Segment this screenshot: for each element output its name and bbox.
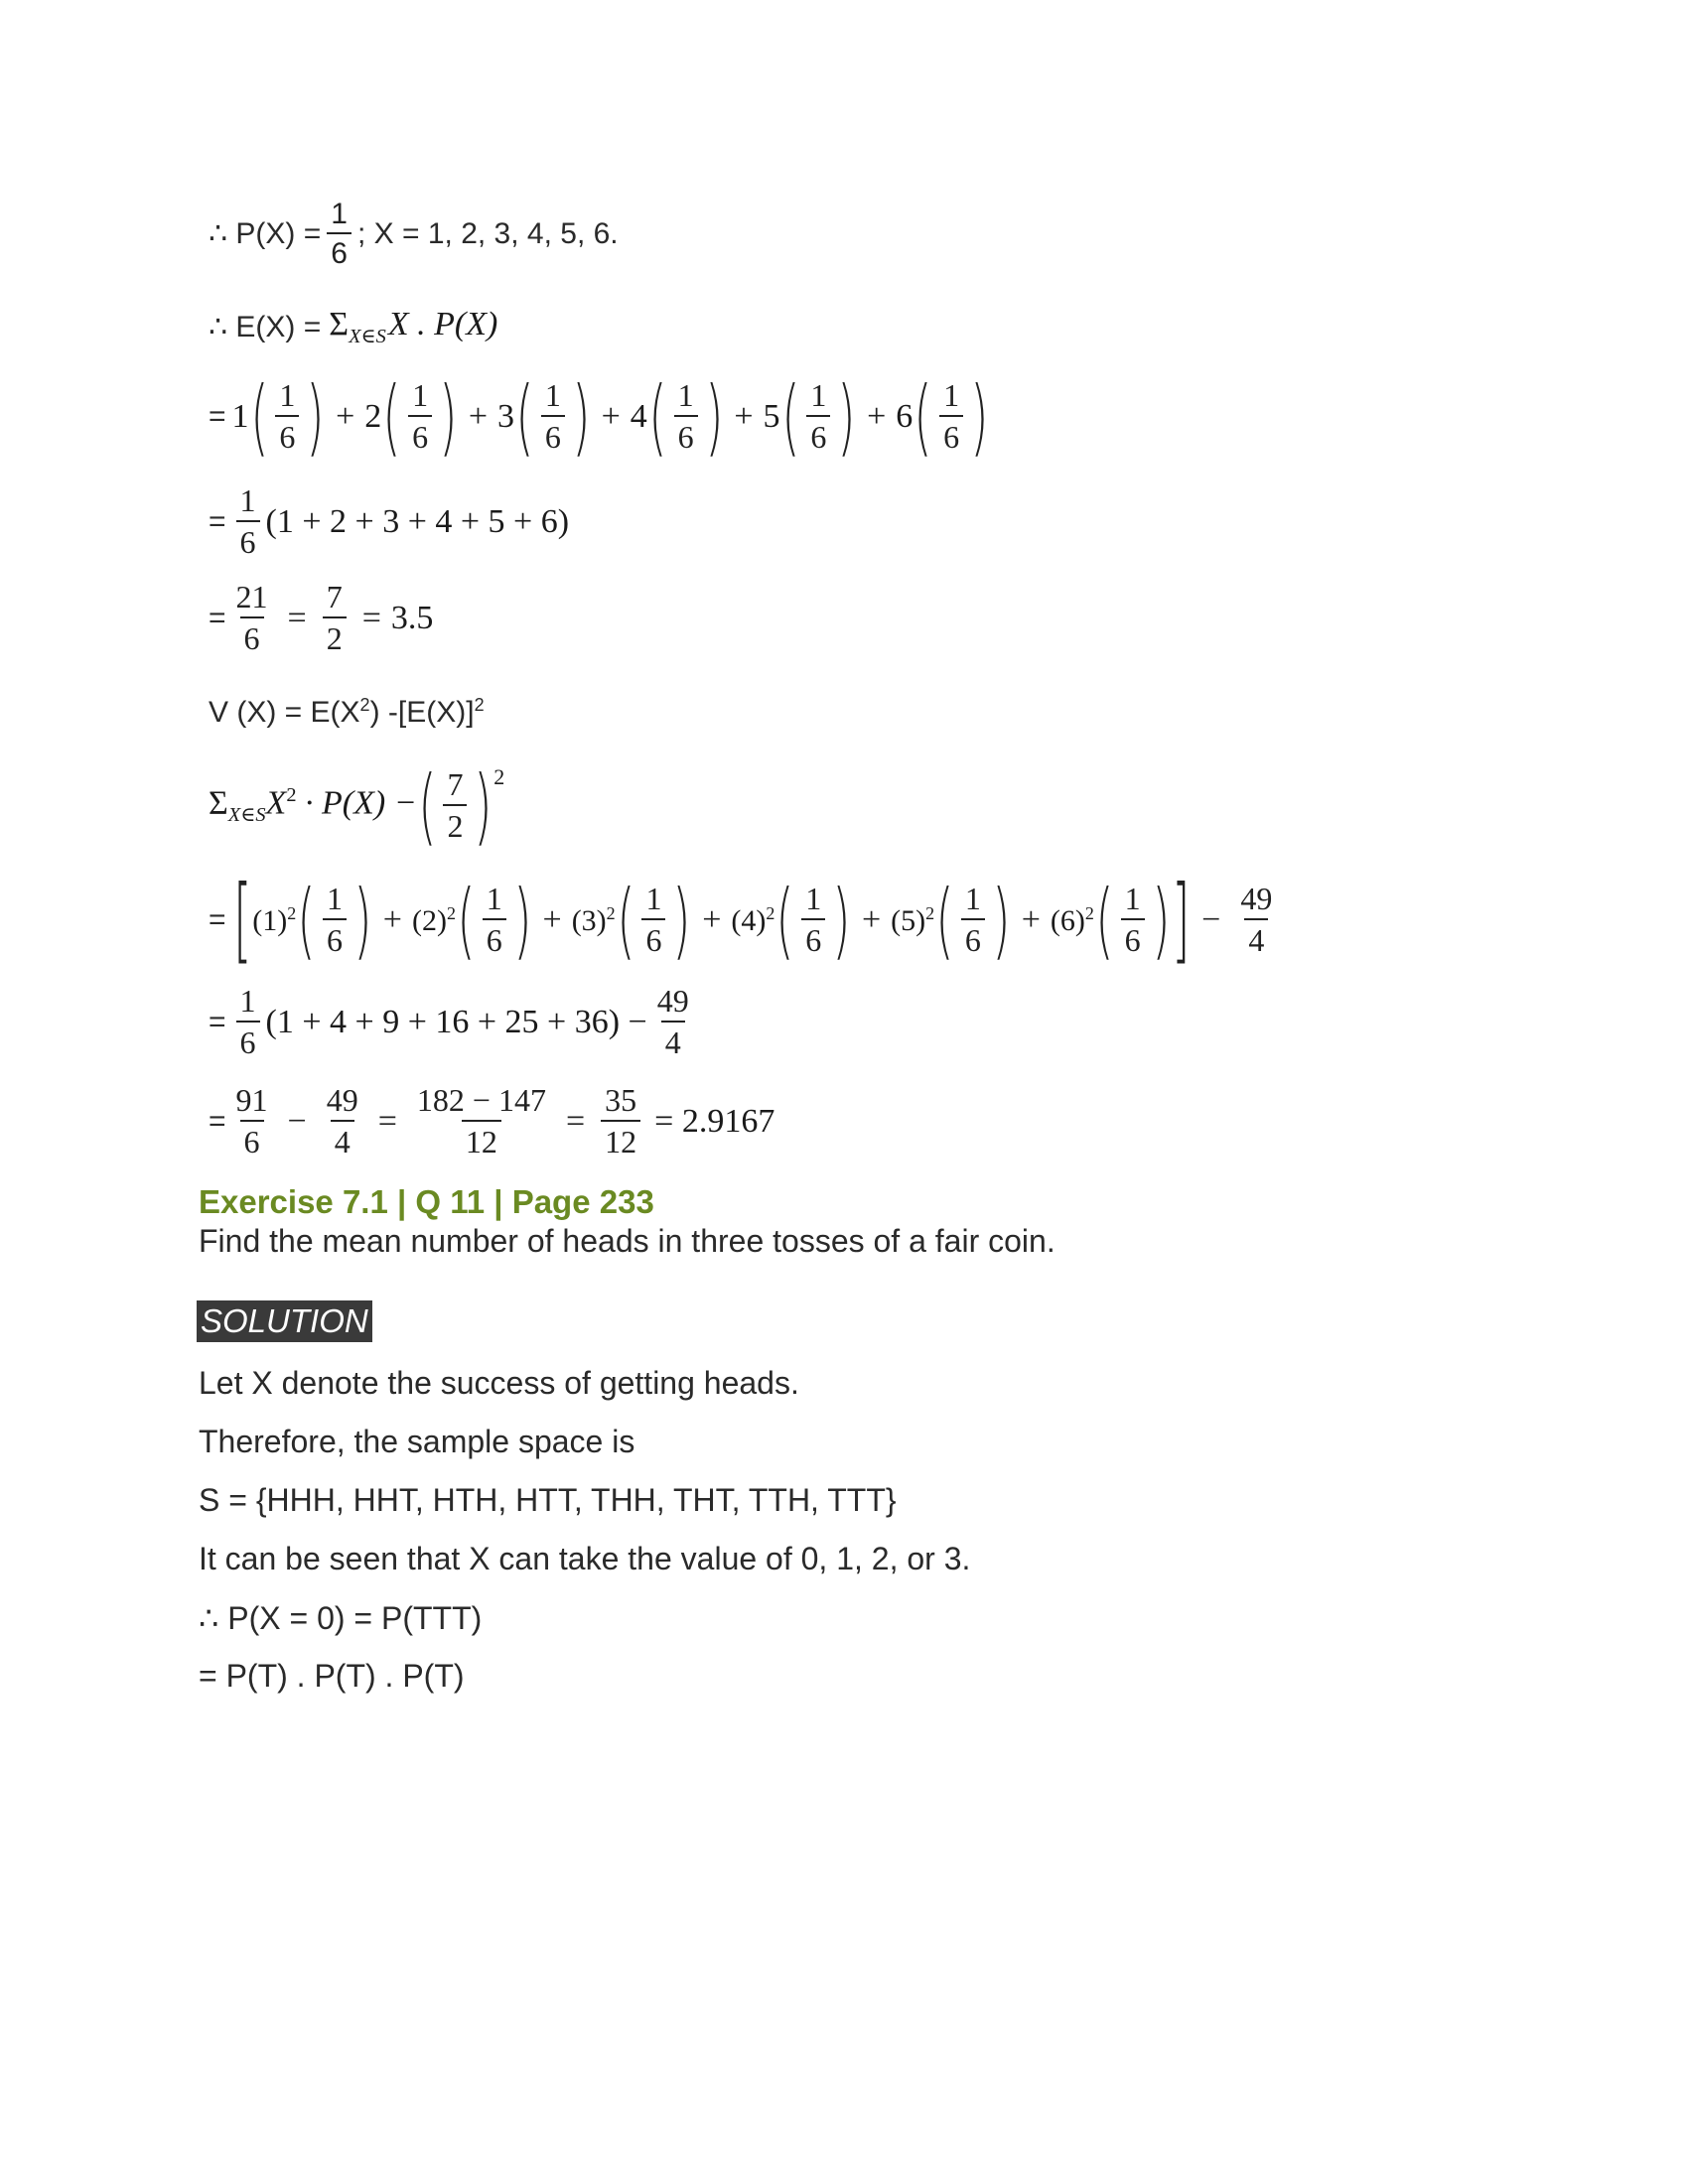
solution-line: = P(T) . P(T) . P(T) <box>199 1658 465 1694</box>
solution-badge: SOLUTION <box>197 1300 372 1342</box>
solution-line: It can be seen that X can take the value of 0, 1, 2, or 3. <box>199 1541 971 1576</box>
exercise-heading: Exercise 7.1 | Q 11 | Page 233 <box>199 1183 654 1220</box>
solution-line: ∴ P(X = 0) = P(TTT) <box>199 1600 483 1636</box>
math-line-expectation: ∴ E(X) = $\Sigma_{X\in S}X$ . P(X) <box>209 306 498 347</box>
math-line-variance-expansion: = [ $(1)^2$ ( $\frac{1}{6}$ ) + $(2)^2$ ( $\frac{1}{6}$ ) + $(3)^2$ ( $\frac{1}{6}$ ) + $(4)^2$ ( $\frac{1}{6}$ ) + $(5)^2$ ( $\frac{1}{6}$ ) + $(6)^2$ ( $\frac{1}{6}$ ) ] − $\frac{49}{4}$ <box>209 866 1273 974</box>
math-line-probability: ∴ P(X) = $\frac{1}{6}$ ; X = 1, 2, 3, 4, 5, 6. <box>209 198 619 270</box>
solution-line: S = {HHH, HHT, HTH, HTT, THH, THT, TTH, TTT} <box>199 1482 897 1518</box>
math-line-mean-result: = $\frac{21}{6}$ = $\frac{7}{2}$ = 3.5 <box>209 579 434 656</box>
solution-line: Let X denote the success of getting heads. <box>199 1365 799 1401</box>
solution-line: Therefore, the sample space is <box>199 1424 635 1459</box>
math-line-factor: = $\frac{1}{6}$ (1 + 2 + 3 + 4 + 5 + 6) <box>209 482 570 560</box>
math-line-variance-sum: $\Sigma_{X\in S}X^2 \cdot P(X)$ − ( $\frac{7}{2}$ ) 2 <box>209 757 505 855</box>
fraction: $\frac{1}{6}$ <box>327 199 352 269</box>
question-text: Find the mean number of heads in three tosses of a fair coin. <box>199 1223 1055 1259</box>
math-line-expansion: = 1 ( $\frac{1}{6}$ ) + 2 ( $\frac{1}{6}$ ) + 3 ( $\frac{1}{6}$ ) + 4 ( $\frac{1}{6}$ ) + 5 ( $\frac{1}{6}$ ) + 6 ( $\frac{1}{6}$ ) <box>209 368 989 466</box>
math-line-variance-factor: = $\frac{1}{6}$ (1 + 4 + 9 + 16 + 25 + 36) − $\frac{49}{4}$ <box>209 983 689 1060</box>
math-line-variance-def: V $(X) = E(X^2)$ $-[E(X)]^2$ <box>209 695 485 729</box>
math-line-variance-result: = $\frac{91}{6}$ − $\frac{49}{4}$ = $\frac{182 - 147}{12}$ = $\frac{35}{12}$ = 2.9167 <box>209 1082 775 1160</box>
